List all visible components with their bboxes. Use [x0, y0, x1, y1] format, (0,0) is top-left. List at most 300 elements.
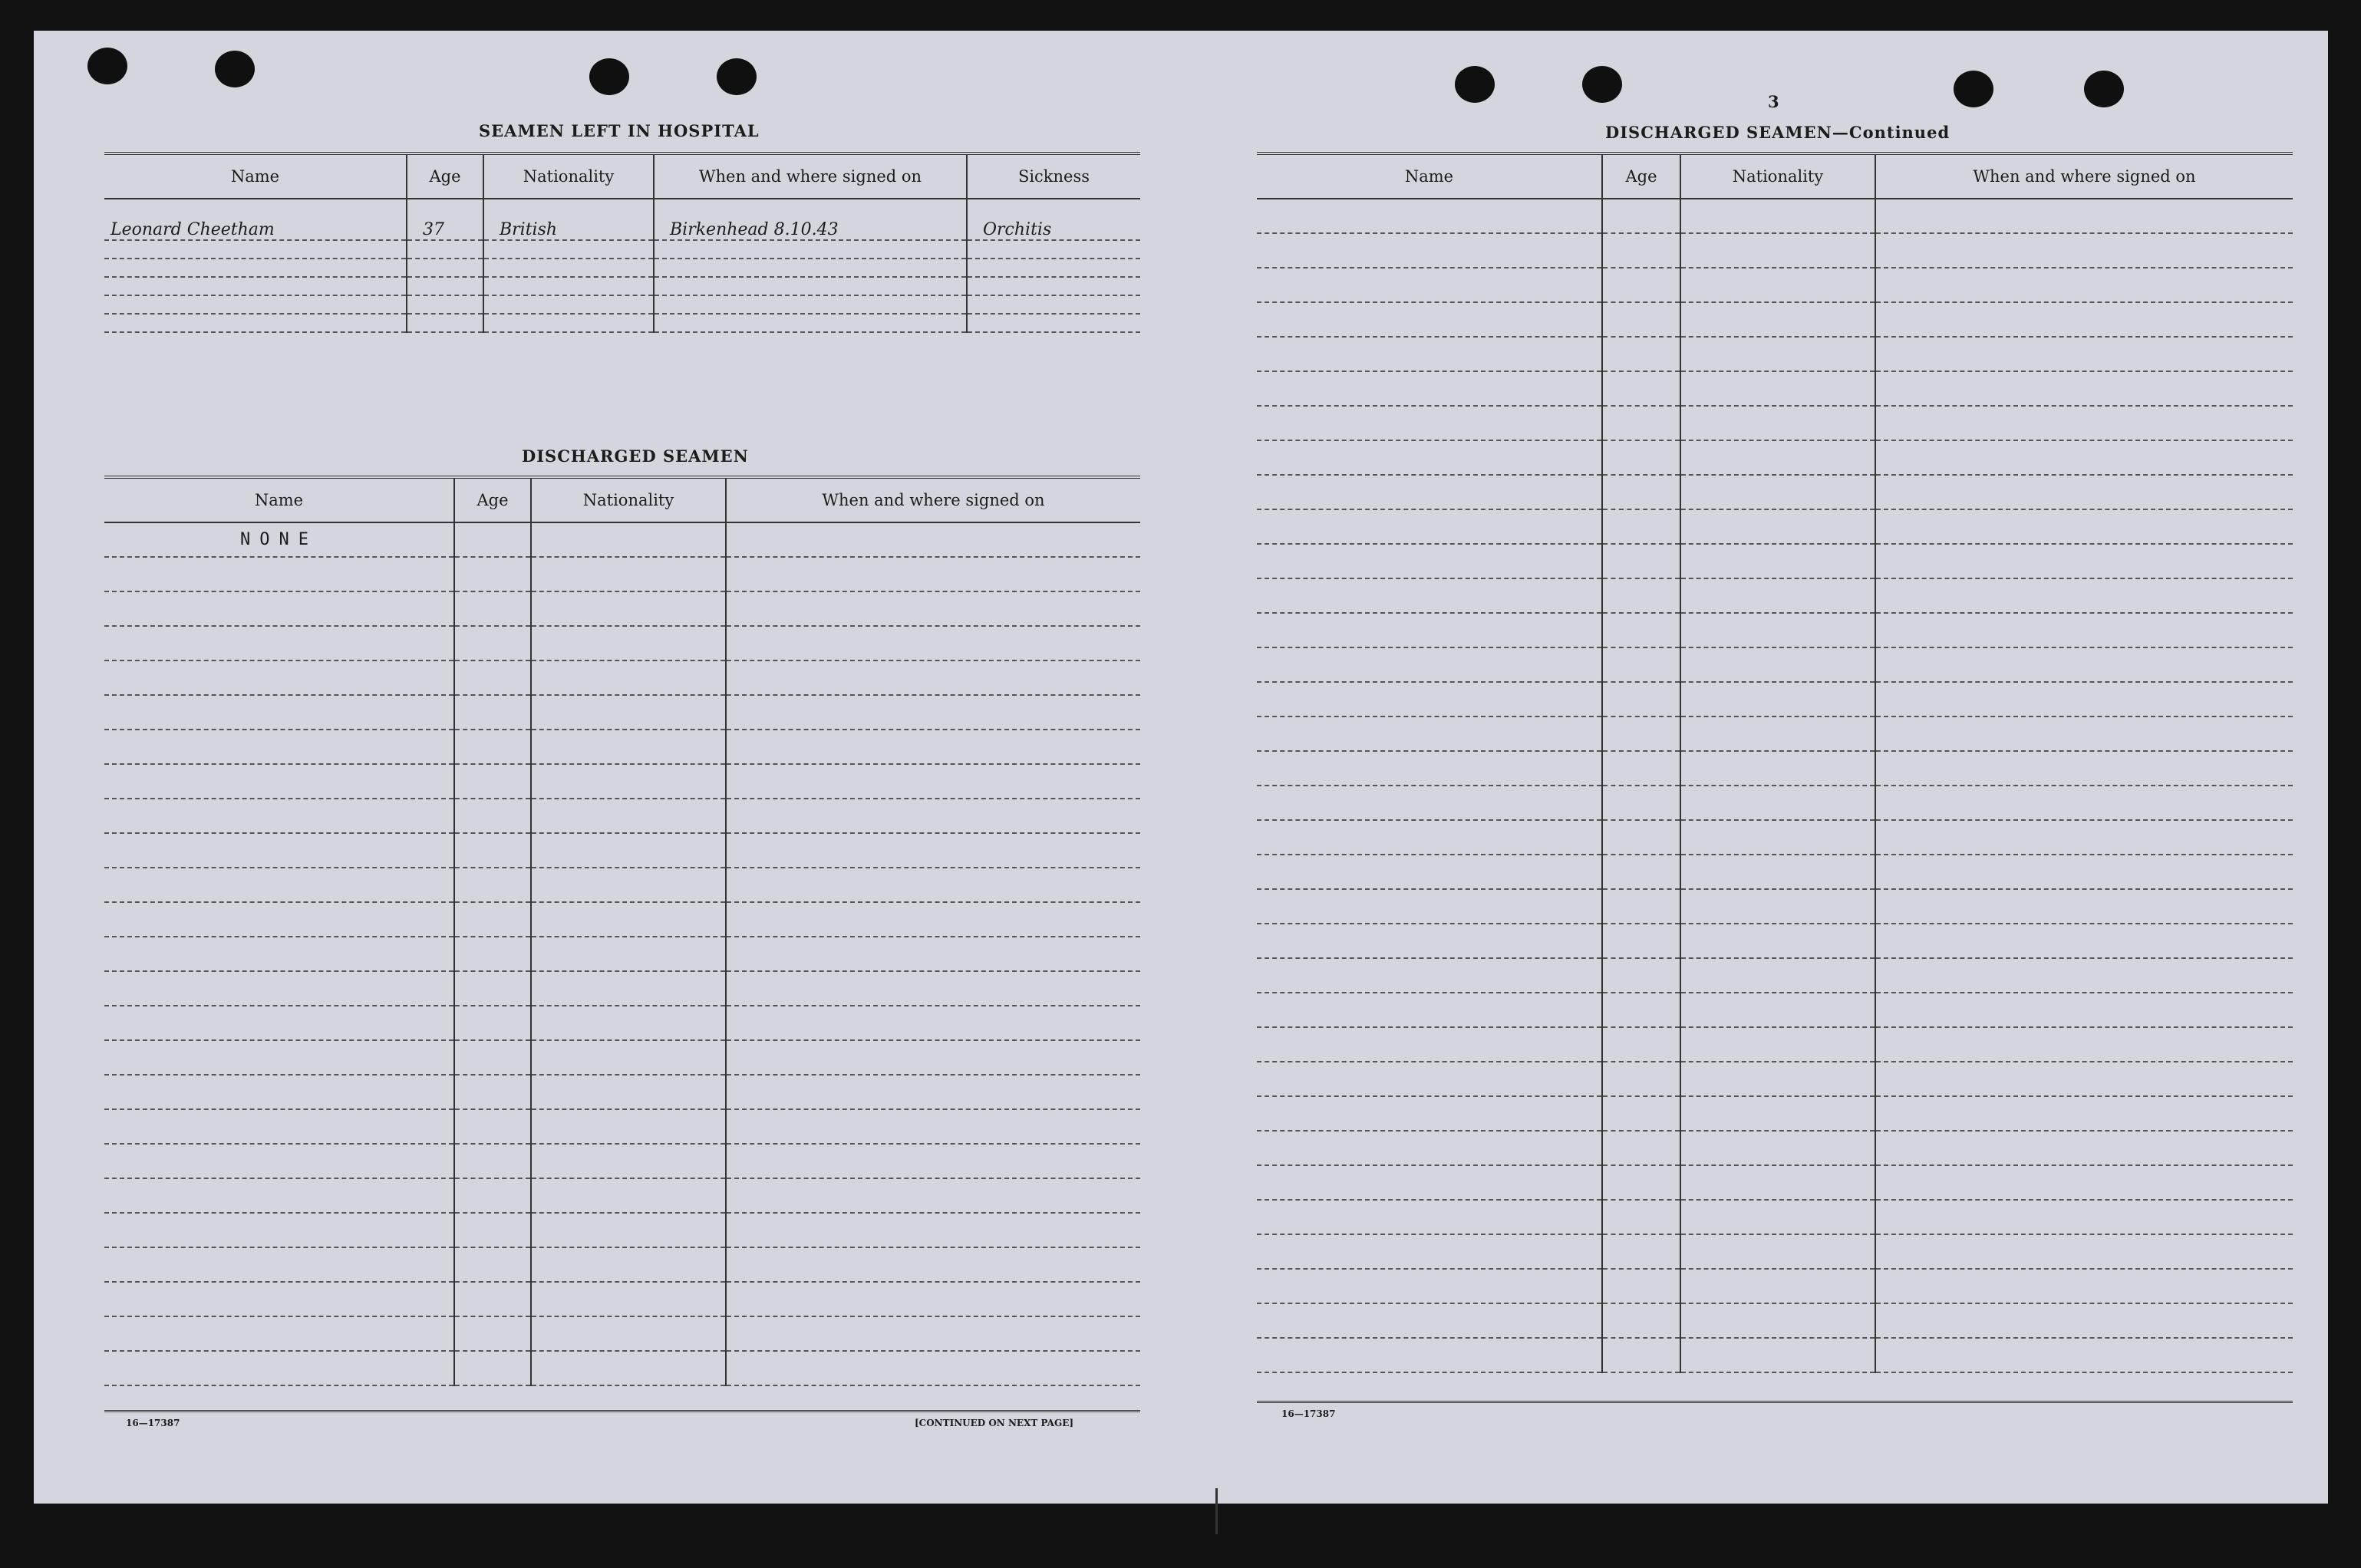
column-header-nationality: Nationality: [531, 477, 726, 522]
table-cell: [1875, 337, 2293, 371]
table-row: [1257, 1131, 2293, 1165]
hospital-section-title: SEAMEN LEFT IN HOSPITAL: [479, 121, 760, 140]
table-cell: [1602, 1096, 1680, 1131]
table-cell: [1680, 786, 1875, 820]
punch-hole: [1954, 71, 1993, 107]
table-cell: [483, 240, 654, 259]
table-row: [1257, 1027, 2293, 1062]
table-cell: [726, 833, 1140, 868]
table-row: [104, 902, 1140, 937]
table-cell: [1602, 1234, 1680, 1269]
table-cell: [1680, 924, 1875, 958]
table-cell: [654, 259, 967, 277]
table-cell: [1680, 1338, 1875, 1372]
table-cell: [104, 591, 454, 626]
table-cell: [726, 902, 1140, 937]
column-header-signed-on: When and where signed on: [1875, 153, 2293, 199]
table-row: [1257, 440, 2293, 475]
table-cell: Orchitis: [967, 199, 1140, 240]
table-cell: [1602, 1269, 1680, 1303]
table-cell: [1875, 820, 2293, 855]
table-cell: [104, 799, 454, 833]
table-cell: [726, 730, 1140, 764]
table-cell: [1257, 855, 1602, 889]
table-row: [1257, 1062, 2293, 1096]
table-row: [1257, 1338, 2293, 1372]
table-cell: [654, 277, 967, 295]
table-cell: [1680, 820, 1875, 855]
punch-hole: [87, 48, 127, 84]
table-cell: [1680, 1165, 1875, 1200]
table-cell: [1602, 233, 1680, 268]
table-cell: [1602, 1165, 1680, 1200]
table-cell: [1602, 924, 1680, 958]
table-cell: [1602, 1200, 1680, 1234]
table-cell: [531, 660, 726, 695]
table-cell: [1875, 371, 2293, 406]
table-cell: [1875, 1338, 2293, 1372]
table-cell: [726, 1282, 1140, 1316]
table-cell: [531, 522, 726, 557]
table-cell: [407, 259, 483, 277]
table-cell: [1875, 233, 2293, 268]
continued-section-title: DISCHARGED SEAMEN—Continued: [1605, 123, 1950, 142]
table-cell: [454, 1006, 531, 1040]
table-cell: [1875, 855, 2293, 889]
column-header-signed-on: When and where signed on: [726, 477, 1140, 522]
table-cell: [454, 971, 531, 1006]
table-cell: [454, 1178, 531, 1213]
table-row: [104, 660, 1140, 695]
table-row: [104, 1282, 1140, 1316]
punch-hole: [1455, 66, 1495, 103]
punch-hole: [589, 58, 629, 95]
table-cell: [1257, 268, 1602, 302]
table-cell: [531, 902, 726, 937]
discharged-section-title: DISCHARGED SEAMEN: [522, 446, 749, 466]
table-row: [104, 522, 1140, 557]
table-cell: [1602, 855, 1680, 889]
table-cell: [531, 764, 726, 799]
table-cell: [1602, 751, 1680, 786]
table-cell: [104, 259, 407, 277]
table-cell: [1680, 268, 1875, 302]
table-cell: [454, 1075, 531, 1109]
table-cell: [1602, 509, 1680, 544]
table-cell: [1257, 578, 1602, 613]
table-cell: [531, 730, 726, 764]
table-cell: [1257, 889, 1602, 924]
table-cell: [726, 799, 1140, 833]
table-cell: [1257, 1165, 1602, 1200]
continued-header-row: [1257, 153, 2293, 199]
table-row: [104, 1351, 1140, 1385]
table-cell: [104, 937, 454, 971]
table-cell: [1602, 440, 1680, 475]
table-row: [1257, 475, 2293, 509]
table-row: [104, 1213, 1140, 1247]
table-cell: [454, 1247, 531, 1282]
table-cell: [1875, 1096, 2293, 1131]
table-cell: [104, 1351, 454, 1385]
table-row: [104, 591, 1140, 626]
table-row: [104, 695, 1140, 730]
table-row: [1257, 751, 2293, 786]
table-cell: [104, 1316, 454, 1351]
table-row: [104, 626, 1140, 660]
table-cell: [454, 660, 531, 695]
table-cell: [104, 277, 407, 295]
table-cell: [1875, 1131, 2293, 1165]
table-cell: [1602, 371, 1680, 406]
table-cell: [726, 626, 1140, 660]
table-cell: [1875, 1303, 2293, 1338]
table-cell: [454, 1109, 531, 1144]
form-number-left: 16—17387: [126, 1418, 180, 1428]
table-cell: [104, 1144, 454, 1178]
table-row: [1257, 1234, 2293, 1269]
table-cell: [1602, 578, 1680, 613]
table-cell: [531, 868, 726, 902]
table-cell: [454, 1213, 531, 1247]
table-cell: [483, 314, 654, 332]
column-header-nationality: Nationality: [1680, 153, 1875, 199]
table-cell: [454, 522, 531, 557]
table-cell: [1875, 1027, 2293, 1062]
table-cell: [1680, 475, 1875, 509]
table-cell: [1875, 578, 2293, 613]
table-cell: [654, 240, 967, 259]
table-cell: [104, 764, 454, 799]
table-row: [104, 937, 1140, 971]
table-cell: [1680, 1269, 1875, 1303]
table-cell: [531, 833, 726, 868]
table-cell: [1257, 716, 1602, 751]
table-cell: [454, 868, 531, 902]
table-row: [104, 240, 1140, 259]
table-cell: [1680, 958, 1875, 993]
table-cell: [1875, 475, 2293, 509]
table-row: [1257, 1096, 2293, 1131]
table-cell: [1875, 786, 2293, 820]
table-cell: [531, 1247, 726, 1282]
table-cell: [1602, 682, 1680, 716]
table-cell: [1602, 406, 1680, 440]
discharged-table: [104, 476, 1140, 1386]
footer-rule: [104, 1410, 1140, 1412]
table-cell: [726, 764, 1140, 799]
table-row: [1257, 682, 2293, 716]
table-cell: [967, 295, 1140, 314]
table-row: [104, 1006, 1140, 1040]
discharged-header-row: [104, 477, 1140, 522]
table-cell: [104, 902, 454, 937]
table-cell: [1257, 1131, 1602, 1165]
table-cell: [454, 1040, 531, 1075]
table-cell: [454, 591, 531, 626]
table-cell: [1680, 302, 1875, 337]
table-cell: [726, 1178, 1140, 1213]
table-cell: [454, 902, 531, 937]
table-cell: [1602, 337, 1680, 371]
table-cell: [531, 937, 726, 971]
table-row: [1257, 578, 2293, 613]
table-row: [104, 799, 1140, 833]
table-row: [104, 868, 1140, 902]
table-cell: [726, 522, 1140, 557]
table-cell: [1875, 924, 2293, 958]
table-cell: [1257, 233, 1602, 268]
table-cell: [1602, 716, 1680, 751]
table-row: [104, 833, 1140, 868]
punch-hole: [215, 51, 255, 87]
table-cell: [104, 833, 454, 868]
table-cell: [454, 833, 531, 868]
table-cell: [1257, 1338, 1602, 1372]
table-cell: [1875, 682, 2293, 716]
table-cell: [1602, 544, 1680, 578]
table-cell: [104, 1040, 454, 1075]
table-cell: [1680, 1062, 1875, 1096]
table-cell: [967, 240, 1140, 259]
table-cell: [654, 314, 967, 332]
column-header-age: Age: [407, 153, 483, 199]
table-cell: [1602, 302, 1680, 337]
table-cell: [1680, 406, 1875, 440]
table-cell: [454, 626, 531, 660]
table-cell: [1875, 889, 2293, 924]
table-cell: [726, 695, 1140, 730]
table-row: [104, 1144, 1140, 1178]
table-cell: [1602, 993, 1680, 1027]
table-cell: [1875, 199, 2293, 233]
table-cell: [454, 557, 531, 591]
table-cell: [1680, 337, 1875, 371]
table-cell: [967, 277, 1140, 295]
table-row: [104, 1040, 1140, 1075]
table-cell: [104, 1282, 454, 1316]
table-cell: Leonard Cheetham: [104, 199, 407, 240]
table-cell: [1602, 613, 1680, 647]
table-row: [1257, 268, 2293, 302]
table-row: [1257, 613, 2293, 647]
table-row: [1257, 786, 2293, 820]
table-cell: [454, 1316, 531, 1351]
table-cell: [531, 695, 726, 730]
hospital-header-row: [104, 153, 1140, 199]
table-cell: [726, 1316, 1140, 1351]
table-cell: [1680, 889, 1875, 924]
table-cell: [726, 557, 1140, 591]
table-cell: [726, 1247, 1140, 1282]
table-cell: [1257, 1062, 1602, 1096]
table-row: [1257, 820, 2293, 855]
table-row: [104, 1247, 1140, 1282]
table-cell: [1875, 1234, 2293, 1269]
table-cell: [726, 660, 1140, 695]
table-cell: [1257, 509, 1602, 544]
table-cell: [1602, 647, 1680, 682]
table-cell: [1680, 199, 1875, 233]
table-cell: [454, 764, 531, 799]
continued-note: [CONTINUED ON NEXT PAGE]: [915, 1418, 1074, 1428]
table-cell: [1257, 751, 1602, 786]
table-cell: [1257, 440, 1602, 475]
table-cell: [1257, 786, 1602, 820]
table-cell: [454, 1144, 531, 1178]
table-cell: [1257, 371, 1602, 406]
table-row: [1257, 958, 2293, 993]
column-header-signed-on: When and where signed on: [654, 153, 967, 199]
table-cell: [967, 259, 1140, 277]
table-cell: [483, 259, 654, 277]
table-cell: [1875, 1269, 2293, 1303]
table-row: [1257, 371, 2293, 406]
table-cell: [1875, 751, 2293, 786]
table-row: [1257, 1200, 2293, 1234]
table-row: [104, 971, 1140, 1006]
table-row: [1257, 855, 2293, 889]
table-cell: [1257, 1096, 1602, 1131]
table-cell: [104, 1109, 454, 1144]
table-cell: [1875, 1200, 2293, 1234]
hospital-table: [104, 152, 1140, 333]
table-cell: 37: [407, 199, 483, 240]
table-cell: [531, 1213, 726, 1247]
punch-hole: [2084, 71, 2124, 107]
table-row: [104, 1075, 1140, 1109]
table-cell: [1257, 406, 1602, 440]
table-cell: [104, 730, 454, 764]
table-cell: [1875, 268, 2293, 302]
table-row: [1257, 509, 2293, 544]
table-cell: [1680, 855, 1875, 889]
table-row: [1257, 544, 2293, 578]
table-row: [104, 277, 1140, 295]
table-cell: [104, 626, 454, 660]
table-cell: [531, 1316, 726, 1351]
page-number: 3: [1768, 92, 1780, 111]
table-cell: [454, 799, 531, 833]
table-cell: [531, 1178, 726, 1213]
table-cell: [483, 277, 654, 295]
table-cell: [1680, 233, 1875, 268]
table-cell: [1680, 1303, 1875, 1338]
table-cell: [1875, 440, 2293, 475]
column-header-age: Age: [1602, 153, 1680, 199]
table-cell: [1680, 613, 1875, 647]
table-cell: [1257, 544, 1602, 578]
table-cell: [104, 868, 454, 902]
table-cell: [104, 1075, 454, 1109]
table-cell: [104, 557, 454, 591]
table-cell: [1257, 475, 1602, 509]
table-cell: [104, 1247, 454, 1282]
table-cell: [1680, 682, 1875, 716]
table-cell: [1257, 1234, 1602, 1269]
table-cell: [1257, 820, 1602, 855]
table-cell: [726, 1213, 1140, 1247]
table-row: [1257, 1303, 2293, 1338]
table-cell: [1875, 647, 2293, 682]
table-cell: [1602, 1338, 1680, 1372]
table-cell: [1875, 544, 2293, 578]
table-cell: [1602, 199, 1680, 233]
table-cell: [1680, 1234, 1875, 1269]
table-cell: [531, 1075, 726, 1109]
table-row: [104, 314, 1140, 332]
table-cell: British: [483, 199, 654, 240]
table-cell: [1257, 647, 1602, 682]
table-cell: [1257, 958, 1602, 993]
table-cell: [1875, 1062, 2293, 1096]
table-row: [1257, 199, 2293, 233]
table-cell: [454, 730, 531, 764]
table-cell: [1257, 682, 1602, 716]
table-cell: [1875, 1165, 2293, 1200]
table-cell: [1602, 1062, 1680, 1096]
column-header-age: Age: [454, 477, 531, 522]
table-cell: [1680, 751, 1875, 786]
table-cell: [104, 971, 454, 1006]
table-cell: [1875, 613, 2293, 647]
footer-rule: [1257, 1401, 2293, 1403]
table-cell: [1680, 1131, 1875, 1165]
column-header-name: Name: [1257, 153, 1602, 199]
form-number-right: 16—17387: [1281, 1408, 1336, 1419]
table-cell: [104, 1213, 454, 1247]
table-cell: [407, 277, 483, 295]
table-row: [1257, 337, 2293, 371]
table-cell: [407, 240, 483, 259]
table-cell: [1680, 440, 1875, 475]
table-cell: [726, 1351, 1140, 1385]
table-row: [104, 295, 1140, 314]
table-cell: [407, 314, 483, 332]
table-cell: [104, 295, 407, 314]
table-cell: [1602, 889, 1680, 924]
table-row: [1257, 406, 2293, 440]
table-cell: [1680, 1027, 1875, 1062]
table-row: [104, 259, 1140, 277]
table-cell: [104, 314, 407, 332]
table-cell: [726, 1006, 1140, 1040]
column-header-sickness: Sickness: [967, 153, 1140, 199]
table-cell: [1680, 1200, 1875, 1234]
table-row: [1257, 716, 2293, 751]
table-row: [104, 1178, 1140, 1213]
table-row: [104, 1109, 1140, 1144]
table-cell: [1680, 578, 1875, 613]
table-cell: [1680, 647, 1875, 682]
punch-hole: [717, 58, 757, 95]
table-cell: [531, 591, 726, 626]
table-cell: [454, 695, 531, 730]
table-cell: [1257, 1303, 1602, 1338]
table-cell: [1602, 786, 1680, 820]
table-cell: [967, 314, 1140, 332]
table-cell: [1680, 509, 1875, 544]
table-cell: [726, 1075, 1140, 1109]
table-cell: [726, 1109, 1140, 1144]
table-cell: [1602, 1303, 1680, 1338]
table-cell: [1875, 993, 2293, 1027]
table-cell: [1602, 1131, 1680, 1165]
column-header-name: Name: [104, 153, 407, 199]
table-cell: [1257, 302, 1602, 337]
column-header-nationality: Nationality: [483, 153, 654, 199]
table-cell: [1680, 993, 1875, 1027]
